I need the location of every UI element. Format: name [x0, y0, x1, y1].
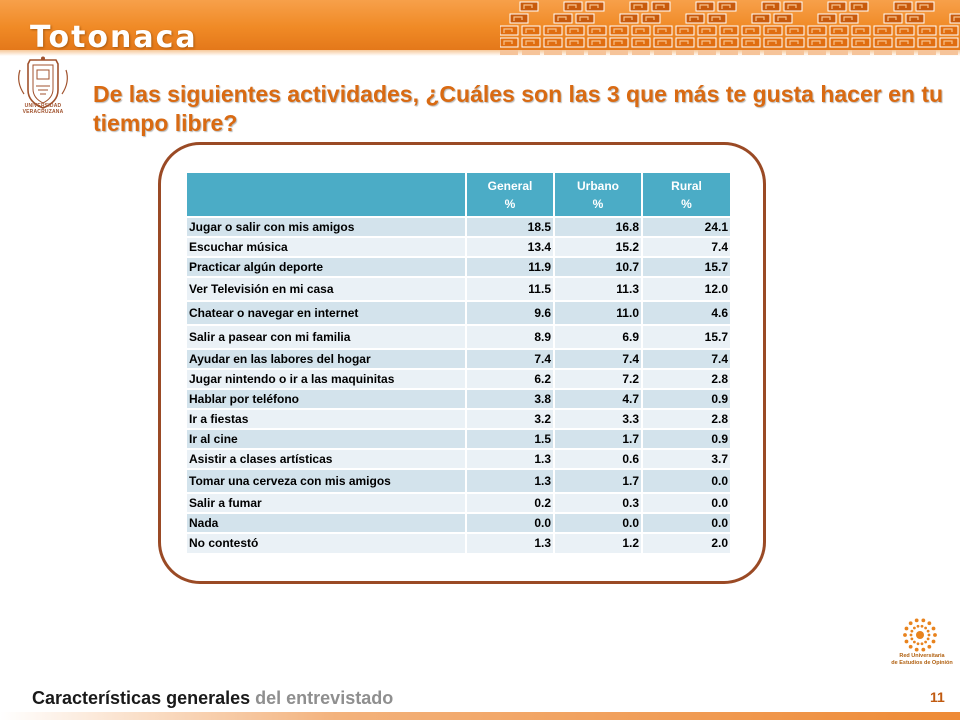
header-urbano: Urbano % — [554, 173, 642, 217]
table-row — [187, 409, 730, 429]
cell-rural: 3.7 — [642, 449, 730, 469]
table-row — [187, 237, 730, 257]
cell-general: 6.2 — [466, 369, 554, 389]
cell-rural: 2.8 — [642, 369, 730, 389]
row-label: Ayudar en las labores del hogar — [187, 349, 466, 369]
cell-general: 9.6 — [466, 301, 554, 325]
table-row — [187, 301, 730, 325]
row-label: Salir a fumar — [187, 493, 466, 513]
table-row — [187, 369, 730, 389]
cell-urbano: 16.8 — [554, 217, 642, 237]
cell-general: 1.3 — [466, 449, 554, 469]
cell-rural: 2.0 — [642, 533, 730, 553]
row-label: Asistir a clases artísticas — [187, 449, 466, 469]
dotted-sun-icon — [900, 617, 940, 653]
cell-rural: 15.7 — [642, 257, 730, 277]
row-label: Ir a fiestas — [187, 409, 466, 429]
cell-rural: 2.8 — [642, 409, 730, 429]
question-title: De las siguientes actividades, ¿Cuáles son las 3 que más te gusta hacer en tu tiempo libre? — [93, 81, 944, 136]
cell-general: 1.5 — [466, 429, 554, 449]
cell-rural: 0.0 — [642, 469, 730, 493]
cell-urbano: 1.7 — [554, 469, 642, 493]
cell-general: 13.4 — [466, 237, 554, 257]
row-label: Salir a pasear con mi familia — [187, 325, 466, 349]
cell-urbano: 1.2 — [554, 533, 642, 553]
cell-urbano: 4.7 — [554, 389, 642, 409]
footer-line — [0, 712, 960, 720]
cell-urbano: 0.3 — [554, 493, 642, 513]
row-label: Chatear o navegar en internet — [187, 301, 466, 325]
header-rural: Rural % — [642, 173, 730, 217]
cell-rural: 0.0 — [642, 513, 730, 533]
table-header-row — [187, 173, 730, 217]
table-row — [187, 493, 730, 513]
cell-rural: 24.1 — [642, 217, 730, 237]
cell-rural: 12.0 — [642, 277, 730, 301]
cell-urbano: 1.7 — [554, 429, 642, 449]
activities-table — [187, 173, 730, 553]
cell-urbano: 6.9 — [554, 325, 642, 349]
university-label: UNIVERSIDAD VERACRUZANA — [22, 103, 64, 115]
row-label: Tomar una cerveza con mis amigos — [187, 469, 466, 493]
cell-urbano: 11.0 — [554, 301, 642, 325]
cell-general: 0.0 — [466, 513, 554, 533]
header-general: General % — [466, 173, 554, 217]
cell-general: 11.5 — [466, 277, 554, 301]
header-empty — [187, 173, 466, 217]
row-label: Ver Televisión en mi casa — [187, 277, 466, 301]
table-row — [187, 513, 730, 533]
row-label: Escuchar música — [187, 237, 466, 257]
cell-urbano: 3.3 — [554, 409, 642, 429]
cell-general: 18.5 — [466, 217, 554, 237]
cell-urbano: 11.3 — [554, 277, 642, 301]
section-caption-light: del entrevistado — [255, 688, 394, 708]
row-label: Jugar nintendo o ir a las maquinitas — [187, 369, 466, 389]
cell-rural: 4.6 — [642, 301, 730, 325]
row-label: Jugar o salir con mis amigos — [187, 217, 466, 237]
row-label: Ir al cine — [187, 429, 466, 449]
cell-rural: 15.7 — [642, 325, 730, 349]
cell-general: 0.2 — [466, 493, 554, 513]
cell-urbano: 10.7 — [554, 257, 642, 277]
greek-fret-pattern-icon — [500, 0, 960, 56]
row-label: No contestó — [187, 533, 466, 553]
row-label: Practicar algún deporte — [187, 257, 466, 277]
table-row — [187, 217, 730, 237]
cell-general: 3.8 — [466, 389, 554, 409]
row-label: Hablar por teléfono — [187, 389, 466, 409]
banner-title: Totonaca — [30, 20, 198, 55]
cell-urbano: 7.4 — [554, 349, 642, 369]
cell-rural: 0.0 — [642, 493, 730, 513]
page-number: 11 — [930, 689, 945, 705]
table-row — [187, 257, 730, 277]
cell-urbano: 0.6 — [554, 449, 642, 469]
cell-general: 11.9 — [466, 257, 554, 277]
cell-rural: 7.4 — [642, 349, 730, 369]
row-label: Nada — [187, 513, 466, 533]
cell-urbano: 7.2 — [554, 369, 642, 389]
table-row — [187, 277, 730, 301]
table-row — [187, 469, 730, 493]
table-row — [187, 389, 730, 409]
cell-rural: 0.9 — [642, 429, 730, 449]
cell-rural: 7.4 — [642, 237, 730, 257]
cell-general: 1.3 — [466, 469, 554, 493]
cell-general: 1.3 — [466, 533, 554, 553]
section-caption — [32, 688, 393, 709]
table-row — [187, 349, 730, 369]
cell-urbano: 0.0 — [554, 513, 642, 533]
cell-general: 8.9 — [466, 325, 554, 349]
table-row — [187, 429, 730, 449]
cell-general: 7.4 — [466, 349, 554, 369]
cell-general: 3.2 — [466, 409, 554, 429]
section-caption-bold: Características generales — [32, 688, 251, 708]
cell-rural: 0.9 — [642, 389, 730, 409]
table-row — [187, 449, 730, 469]
cell-urbano: 15.2 — [554, 237, 642, 257]
table-row — [187, 533, 730, 553]
network-label: Red Universitaria de Estudios de Opinión — [891, 653, 953, 666]
table-row — [187, 325, 730, 349]
